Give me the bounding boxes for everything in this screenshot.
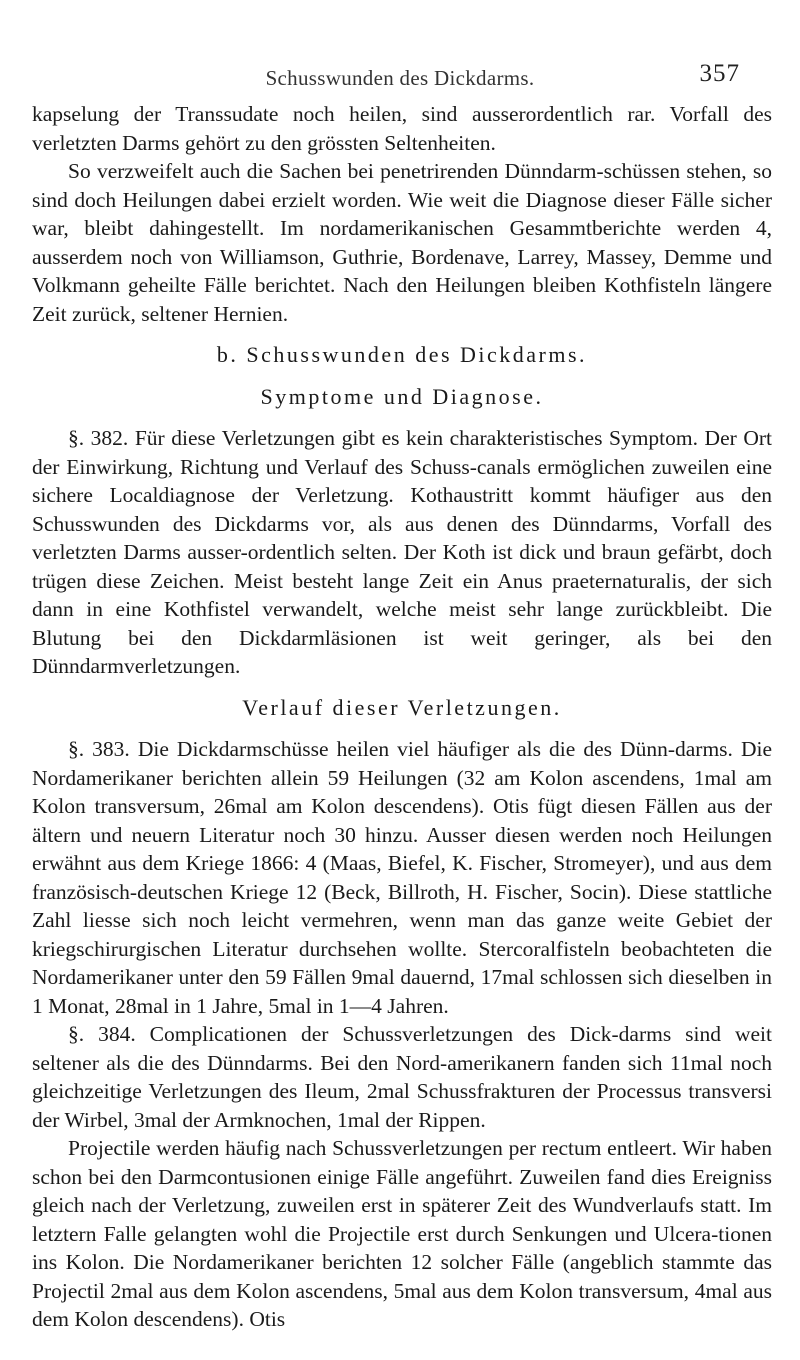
paragraph-intro-2: So verzweifelt auch die Sachen bei penetrirenden Dünndarm-schüssen stehen, so sind doch Heilungen dabei erzielt worden. Wie weit die Diagnose dieser Fälle sicher war, bleibt dahingestellt. Im nordamerikanischen Gesammtberichte werden 4, ausserdem noch von Williamson, Guthrie, Bordenave, Larrey, Massey, Demme und Volkmann geheilte Fälle berichtet. Nach den Heilungen bleiben Kothfisteln längere Zeit zurück, seltener Hernien. (32, 159, 772, 326)
paragraph-384: §. 384. Complicationen der Schussverletzungen des Dick-darms sind weit seltener als die des Dünndarms. Bei den Nord-amerikanern fanden sich 11mal noch gleichzeitige Verletzungen des Ileum, 2mal Schussfrakturen der Processus transversi der Wirbel, 3mal der Armknochen, 1mal der Rippen. (32, 1022, 772, 1132)
section-heading: b. Schusswunden des Dickdarms. (216, 342, 588, 367)
paragraph-projectile: Projectile werden häufig nach Schussverletzungen per rectum entleert. Wir haben schon bei den Darmcontusionen einige Fälle angeführt. Zuweilen fand dies Ereigniss gleich nach der Verletzung, zuweilen erst in späterer Zeit des Wundverlaufs statt. Im letztern Falle gelangten wohl die Projectile erst durch Senkungen und Ulcera-tionen ins Kolon. Die Nordamerikaner berichten 12 solcher Fälle (angeblich stammte das Projectil 2mal aus dem Kolon ascendens, 5mal aus dem Kolon transversum, 4mal aus dem Kolon descendens). Otis (32, 1136, 772, 1331)
page-number: 357 (699, 60, 740, 87)
subheading-symptoms: Symptome und Diagnose. (260, 383, 544, 409)
paragraph-383: §. 383. Die Dickdarmschüsse heilen viel häufiger als die des Dünn-darms. Die Nordamerikaner berichten allein 59 Heilungen (32 am Kolon ascendens, 1mal am Kolon transversum, 26mal am Kolon descendens). Otis fügt diesen Fällen aus der ältern und neuern Literatur noch 30 hinzu. Ausser diesen werden noch Heilungen erwähnt aus dem Kriege 1866: 4 (Maas, Biefel, K. Fischer, Stromeyer), und aus dem französisch-deutschen Kriege 12 (Beck, Billroth, H. Fischer, Socin). Diese stattliche Zahl liesse sich noch leicht vermehren, wenn man das ganze weite Gebiet der kriegschirurgischen Literatur durchsehen wollte. Stercoralfisteln beobachteten die Nordamerikaner unter den 59 Fällen 9mal dauernd, 17mal schlossen sich dieselben in 1 Monat, 28mal in 1 Jahre, 5mal in 1—4 Jahren. (32, 737, 772, 1018)
page-header (0, 60, 800, 92)
running-title: Schusswunden des Dickdarms. (265, 66, 535, 90)
subheading-course: Verlauf dieser Verletzungen. (242, 694, 562, 720)
page-body (32, 100, 772, 1334)
paragraph-382: §. 382. Für diese Verletzungen gibt es kein charakteristisches Symptom. Der Ort der Einwirkung, Richtung und Verlauf des Schuss-canals ermöglichen zuweilen eine sichere Localdiagnose der Verletzung. Kothaustritt kommt häufiger aus den Schusswunden des Dickdarms vor, als aus denen des Dünndarms, Vorfall des verletzten Darms ausser-ordentlich selten. Der Koth ist dick und braun gefärbt, doch trügen diese Zeichen. Meist besteht lange Zeit ein Anus praeternaturalis, der sich dann in eine Kothfistel verwandelt, welche meist sehr lange zurückbleibt. Die Blutung bei den Dickdarmläsionen ist weit geringer, als bei den Dünndarmverletzungen. (32, 426, 772, 678)
paragraph-intro-1: kapselung der Transsudate noch heilen, sind ausserordentlich rar. Vorfall des verletzten Darms gehört zu den grössten Seltenheiten. (32, 102, 772, 155)
